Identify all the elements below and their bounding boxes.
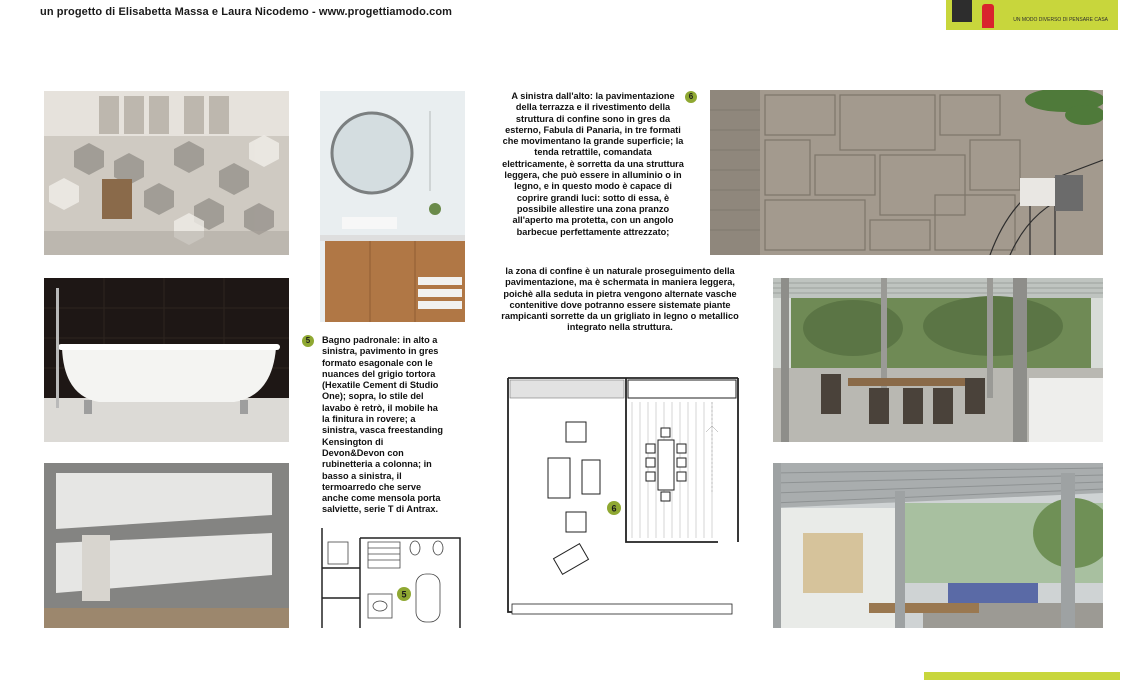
photo-freestanding-bathtub xyxy=(44,278,289,442)
caption-number-badge: 5 xyxy=(302,335,314,347)
header-credit: un progetto di Elisabetta Massa e Laura Nicodemo - www.progettiamodo.com xyxy=(40,6,453,18)
photo-pergola-lounge-area xyxy=(773,463,1103,628)
logo-tagline: UN MODO DIVERSO DI PENSARE CASA xyxy=(1013,17,1108,23)
logo-red-shape xyxy=(982,4,994,28)
bath-plan-number: 5 xyxy=(401,589,407,600)
bottom-accent-bar xyxy=(924,672,1120,680)
caption-terrace xyxy=(497,91,703,238)
caption-bathroom xyxy=(302,335,447,516)
terrace-plan-number: 6 xyxy=(611,503,617,514)
magazine-logo xyxy=(946,0,1118,30)
caption-terrace-continued xyxy=(497,266,743,334)
photo-towel-radiator xyxy=(44,463,289,628)
photo-hexagon-tile-floor xyxy=(44,91,289,255)
bathroom-floor-plan xyxy=(320,528,465,628)
photo-pergola-dining-area xyxy=(773,278,1103,442)
photo-stone-terrace-floor xyxy=(710,90,1103,255)
terrace-floor-plan xyxy=(506,372,741,628)
caption-number-badge: 6 xyxy=(685,91,697,103)
caption-terrace-text-a: A sinistra dall'alto: la pavimentazione della terrazza e il rivestimento della struttura di confine sono in gres da esterno, Fabula di Panaria, in tre formati che movimentano la grande superficie; la tenda retrattile, comandata elettricamente, è sorretta da una struttura leggera, che può essere in alluminio o in legno, e in questo modo è capace di coprire grandi luci: sotto di essa, è possibile allestire una zona pranzo all'aperto ma protetta, con un angolo barbecue perfettamente attrezzato; xyxy=(502,91,684,237)
photo-round-mirror-washbasin xyxy=(320,91,465,322)
caption-terrace-text-b: la zona di confine è un naturale proseguimento della pavimentazione, ma è schermata in maniera leggera, poichè alla seduta in pietra vengono alternate vasche contenitive dove potranno essere sistemate piante rampicanti sorrette da un grigliato in legno o metallico integrato nella struttura. xyxy=(501,266,739,333)
caption-bathroom-text: Bagno padronale: in alto a sinistra, pavimento in gres formato esagonale con le nuances del grigio tortora (Hexatile Cement di Studio One); sopra, lo stile del lavabo è retrò, il mobile ha la finitura in rovere; a sinistra, vasca freestanding Kensington di Devon&Devon con rubinetteria a colonna; in basso a sinistra, il termoarredo che serve anche come mensola porta salviette, serie T di Antrax. xyxy=(322,335,444,515)
logo-mark xyxy=(952,0,972,22)
